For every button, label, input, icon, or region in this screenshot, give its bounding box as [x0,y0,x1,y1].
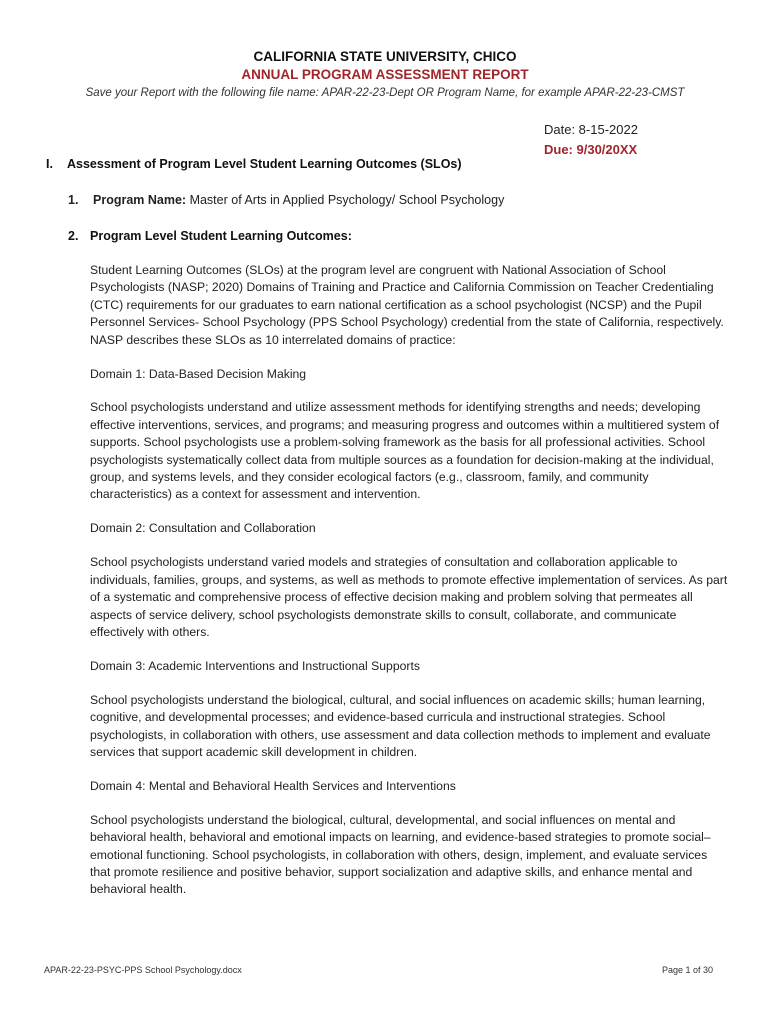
report-date: Date: 8-15-2022 [544,122,638,137]
domain-heading: Domain 1: Data-Based Decision Making [90,366,307,381]
document-header [0,48,770,101]
report-title: ANNUAL PROGRAM ASSESSMENT REPORT [241,67,529,82]
slo-item [68,229,352,243]
domain-paragraph: School psychologists understand the biological, cultural, and social influences on academic skills; human learning, cognitive, and developmental processes; and evidence-based curricula and instructional strategies. School psychologists, in collaboration with others, use assessment and data collection methods to implement and evaluate services that support academic skill development in children. [90,692,711,759]
item-number: 2. [68,229,79,243]
due-date: Due: 9/30/20XX [544,142,638,157]
intro-paragraph: Student Learning Outcomes (SLOs) at the program level are congruent with National Association of School Psychologists (NASP; 2020) Domains of Training and Practice and California Commission on Teacher Credentialing (CTC) requirements for our graduates to earn national certification as a school psychologist (NCSP) and the Pupil Personnel Services- School Psychology (PPS School Psychology) credential from the state of California, respectively. NASP describes these SLOs as 10 interrelated domains of practice: [90,263,724,347]
save-instructions: Save your Report with the following file name: APAR-22-23-Dept OR Program Name, for example APAR-22-23-CMST [85,87,685,99]
domain-heading: Domain 4: Mental and Behavioral Health Services and Interventions [90,778,456,793]
domain-paragraph: School psychologists understand and utilize assessment methods for identifying strengths and needs; developing effective interventions, services, and programs; and measuring progress and outcomes within a multitiered system of supports. School psychologists use a problem-solving framework as the basis for all professional activities. School psychologists systematically collect data from multiple sources as a foundation for decision-making at the individual, group, and systems levels, and they consider ecological factors (e.g., classroom, family, and community characteristics) as a context for assessment and intervention. [90,400,720,502]
footer-filename: APAR-22-23-PSYC-PPS School Psychology.docx [44,965,242,975]
section-heading [46,157,462,171]
section-title: Assessment of Program Level Student Learning Outcomes (SLOs) [67,157,462,171]
slo-label: Program Level Student Learning Outcomes: [90,229,352,243]
section-numeral: I. [46,157,53,171]
domain-heading: Domain 2: Consultation and Collaboration [90,521,316,536]
domain-paragraph: School psychologists understand varied models and strategies of consultation and collaboration applicable to individuals, families, groups, and systems, as well as methods to promote effective implementation of services. As part of a systematic and comprehensive process of effective decision making and problem solving that permeates all aspects of service delivery, school psychologists demonstrate skills to consult, collaborate, and communicate effectively with others. [90,555,728,639]
footer-page-number: Page 1 of 30 [662,965,714,975]
university-name: CALIFORNIA STATE UNIVERSITY, CHICO [253,49,517,64]
document-body [90,262,730,915]
program-name-label: Program Name: [93,193,187,207]
program-name-value: Master of Arts in Applied Psychology/ School Psychology [186,193,505,207]
program-name-item [68,193,504,207]
domain-heading: Domain 3: Academic Interventions and Instructional Supports [90,658,420,673]
date-block [544,120,638,160]
domain-paragraph: School psychologists understand the biological, cultural, developmental, and social influences on mental and behavioral health, behavioral and emotional impacts on learning, and evidence-based strategies to promote social–emotional functioning. School psychologists, in collaboration with others, design, implement, and evaluate services that promote resilience and positive behavior, support socialization and adaptive skills, and enhance mental and behavioral health. [90,812,711,897]
item-number: 1. [68,193,79,207]
